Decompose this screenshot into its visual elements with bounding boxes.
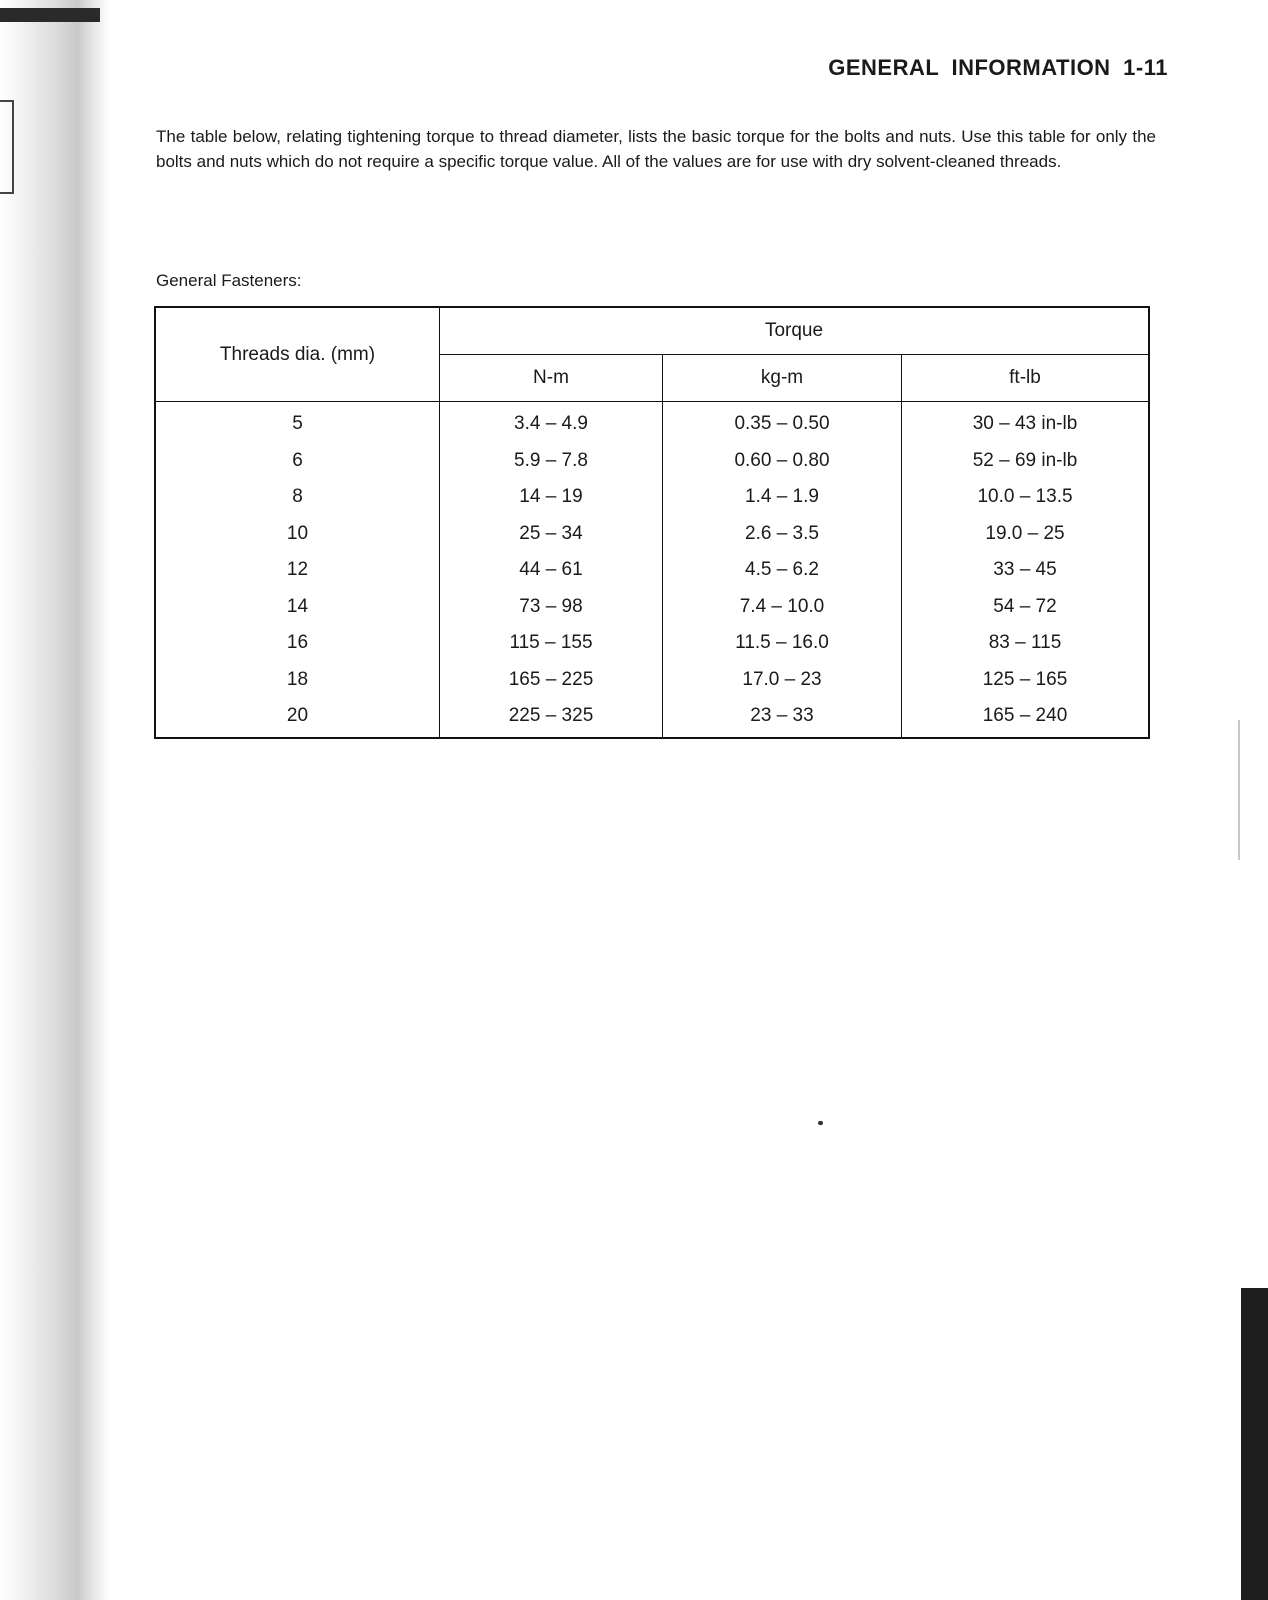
- header-torque: Torque: [440, 307, 1150, 355]
- header-kgm: kg-m: [663, 355, 902, 402]
- cell-kgm: 0.35 – 0.50: [663, 402, 902, 443]
- cell-ftlb: 52 – 69 in-lb: [902, 443, 1150, 480]
- header-ftlb: ft-lb: [902, 355, 1150, 402]
- torque-table: [154, 306, 1150, 739]
- cell-kgm: 1.4 – 1.9: [663, 479, 902, 516]
- cell-nm: 5.9 – 7.8: [440, 443, 663, 480]
- cell-nm: 44 – 61: [440, 552, 663, 589]
- cell-ftlb: 33 – 45: [902, 552, 1150, 589]
- table-header: [155, 307, 1149, 402]
- cell-threads-dia: 6: [155, 443, 440, 480]
- scan-speck: [818, 1121, 823, 1125]
- cell-ftlb: 54 – 72: [902, 589, 1150, 626]
- table-row: [155, 698, 1149, 738]
- page-header: GENERAL INFORMATION 1-11: [828, 55, 1168, 80]
- cell-ftlb: 83 – 115: [902, 625, 1150, 662]
- cell-kgm: 17.0 – 23: [663, 662, 902, 699]
- cell-kgm: 23 – 33: [663, 698, 902, 738]
- cell-kgm: 0.60 – 0.80: [663, 443, 902, 480]
- intro-paragraph: The table below, relating tightening torque to thread diameter, lists the basic torque for the bolts and nuts. Use this table for only the bolts and nuts which do not require a specific torque value. All of the values are for use with dry solvent-cleaned threads.: [156, 127, 1156, 171]
- cell-threads-dia: 18: [155, 662, 440, 699]
- cell-threads-dia: 20: [155, 698, 440, 738]
- table-row: [155, 589, 1149, 626]
- cell-ftlb: 10.0 – 13.5: [902, 479, 1150, 516]
- cell-threads-dia: 12: [155, 552, 440, 589]
- cell-threads-dia: 5: [155, 402, 440, 443]
- table-row: [155, 402, 1149, 443]
- header-nm: N-m: [440, 355, 663, 402]
- cell-threads-dia: 16: [155, 625, 440, 662]
- scan-corner-block: [1241, 1288, 1268, 1600]
- cell-nm: 165 – 225: [440, 662, 663, 699]
- scan-edge-mark: [0, 100, 14, 194]
- cell-kgm: 7.4 – 10.0: [663, 589, 902, 626]
- cell-kgm: 11.5 – 16.0: [663, 625, 902, 662]
- cell-nm: 115 – 155: [440, 625, 663, 662]
- cell-kgm: 2.6 – 3.5: [663, 516, 902, 553]
- book-gutter-shadow: [0, 0, 110, 1600]
- cell-nm: 14 – 19: [440, 479, 663, 516]
- cell-ftlb: 125 – 165: [902, 662, 1150, 699]
- header-threads-dia: Threads dia. (mm): [155, 307, 440, 402]
- cell-ftlb: 19.0 – 25: [902, 516, 1150, 553]
- table-row: [155, 516, 1149, 553]
- table-body: [155, 402, 1149, 738]
- table-row: [155, 443, 1149, 480]
- cell-nm: 25 – 34: [440, 516, 663, 553]
- cell-ftlb: 30 – 43 in-lb: [902, 402, 1150, 443]
- scan-edge-bar: [0, 8, 100, 22]
- cell-ftlb: 165 – 240: [902, 698, 1150, 738]
- table-row: [155, 479, 1149, 516]
- cell-kgm: 4.5 – 6.2: [663, 552, 902, 589]
- table-row: [155, 662, 1149, 699]
- table-row: [155, 552, 1149, 589]
- cell-nm: 225 – 325: [440, 698, 663, 738]
- cell-nm: 3.4 – 4.9: [440, 402, 663, 443]
- scan-edge-line: [1238, 720, 1240, 860]
- table-row: [155, 625, 1149, 662]
- table-caption: General Fasteners:: [156, 271, 302, 290]
- cell-threads-dia: 8: [155, 479, 440, 516]
- cell-threads-dia: 10: [155, 516, 440, 553]
- cell-threads-dia: 14: [155, 589, 440, 626]
- cell-nm: 73 – 98: [440, 589, 663, 626]
